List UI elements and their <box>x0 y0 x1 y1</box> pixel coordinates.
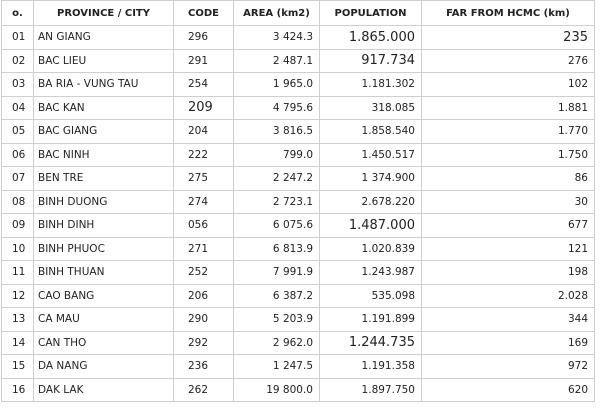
table-row <box>2 96 595 120</box>
cell-population: 1.450.517 <box>320 143 422 167</box>
cell-distance: 1.770 <box>422 120 595 144</box>
header-row <box>2 1 595 26</box>
cell-province: BINH DUONG <box>34 190 174 214</box>
cell-distance: 677 <box>422 214 595 238</box>
table-row <box>2 355 595 379</box>
cell-no: 07 <box>2 167 34 191</box>
cell-area: 2 247.2 <box>234 167 320 191</box>
cell-distance: 121 <box>422 237 595 261</box>
table-row <box>2 284 595 308</box>
cell-area: 3 816.5 <box>234 120 320 144</box>
cell-area: 1 247.5 <box>234 355 320 379</box>
cell-code: 236 <box>174 355 234 379</box>
cell-no: 13 <box>2 308 34 332</box>
cell-province: AN GIANG <box>34 26 174 50</box>
cell-population: 1.191.358 <box>320 355 422 379</box>
cell-population: 1.487.000 <box>320 214 422 238</box>
cell-area: 2 487.1 <box>234 49 320 73</box>
cell-province: DAK LAK <box>34 378 174 402</box>
table-row <box>2 26 595 50</box>
cell-population: 1.020.839 <box>320 237 422 261</box>
cell-area: 4 795.6 <box>234 96 320 120</box>
cell-distance: 169 <box>422 331 595 355</box>
cell-no: 16 <box>2 378 34 402</box>
table-row <box>2 331 595 355</box>
cell-population: 1.858.540 <box>320 120 422 144</box>
cell-area: 6 813.9 <box>234 237 320 261</box>
cell-province: CAO BANG <box>34 284 174 308</box>
cell-code: 254 <box>174 73 234 97</box>
table-row <box>2 73 595 97</box>
cell-code: 209 <box>174 96 234 120</box>
cell-population: 1.897.750 <box>320 378 422 402</box>
cell-province: BINH DINH <box>34 214 174 238</box>
cell-area: 7 991.9 <box>234 261 320 285</box>
cell-code: 206 <box>174 284 234 308</box>
cell-no: 08 <box>2 190 34 214</box>
cell-area: 6 387.2 <box>234 284 320 308</box>
cell-province: CAN THO <box>34 331 174 355</box>
header-area: AREA (km2) <box>234 1 320 26</box>
header-code: CODE <box>174 1 234 26</box>
cell-area: 5 203.9 <box>234 308 320 332</box>
cell-code: 204 <box>174 120 234 144</box>
cell-population: 1 374.900 <box>320 167 422 191</box>
cell-code: 271 <box>174 237 234 261</box>
cell-population: 1.181.302 <box>320 73 422 97</box>
cell-province: DA NANG <box>34 355 174 379</box>
table-row <box>2 214 595 238</box>
cell-no: 15 <box>2 355 34 379</box>
province-table <box>1 0 595 402</box>
cell-province: BINH PHUOC <box>34 237 174 261</box>
cell-code: 222 <box>174 143 234 167</box>
cell-distance: 344 <box>422 308 595 332</box>
cell-no: 09 <box>2 214 34 238</box>
cell-no: 14 <box>2 331 34 355</box>
cell-distance: 620 <box>422 378 595 402</box>
cell-distance: 198 <box>422 261 595 285</box>
table-body <box>2 26 595 402</box>
cell-area: 2 962.0 <box>234 331 320 355</box>
cell-population: 1.865.000 <box>320 26 422 50</box>
cell-code: 291 <box>174 49 234 73</box>
cell-no: 12 <box>2 284 34 308</box>
cell-province: BA RIA - VUNG TAU <box>34 73 174 97</box>
cell-no: 02 <box>2 49 34 73</box>
cell-province: BAC NINH <box>34 143 174 167</box>
table-row <box>2 190 595 214</box>
cell-no: 03 <box>2 73 34 97</box>
cell-province: BAC KAN <box>34 96 174 120</box>
cell-area: 3 424.3 <box>234 26 320 50</box>
cell-area: 6 075.6 <box>234 214 320 238</box>
cell-area: 19 800.0 <box>234 378 320 402</box>
cell-province: BAC LIEU <box>34 49 174 73</box>
cell-area: 2 723.1 <box>234 190 320 214</box>
cell-code: 290 <box>174 308 234 332</box>
cell-distance: 235 <box>422 26 595 50</box>
cell-code: 275 <box>174 167 234 191</box>
cell-area: 799.0 <box>234 143 320 167</box>
cell-distance: 972 <box>422 355 595 379</box>
cell-province: BAC GIANG <box>34 120 174 144</box>
header-distance: FAR FROM HCMC (km) <box>422 1 595 26</box>
header-no: o. <box>2 1 34 26</box>
cell-no: 11 <box>2 261 34 285</box>
table-row <box>2 308 595 332</box>
cell-area: 1 965.0 <box>234 73 320 97</box>
cell-no: 06 <box>2 143 34 167</box>
header-population: POPULATION <box>320 1 422 26</box>
cell-code: 292 <box>174 331 234 355</box>
cell-code: 296 <box>174 26 234 50</box>
cell-distance: 102 <box>422 73 595 97</box>
cell-province: BINH THUAN <box>34 261 174 285</box>
cell-population: 1.244.735 <box>320 331 422 355</box>
cell-province: BEN TRE <box>34 167 174 191</box>
cell-code: 252 <box>174 261 234 285</box>
cell-no: 01 <box>2 26 34 50</box>
cell-population: 535.098 <box>320 284 422 308</box>
cell-distance: 1.881 <box>422 96 595 120</box>
table-row <box>2 120 595 144</box>
cell-code: 274 <box>174 190 234 214</box>
cell-distance: 86 <box>422 167 595 191</box>
cell-population: 917.734 <box>320 49 422 73</box>
cell-population: 318.085 <box>320 96 422 120</box>
header-province: PROVINCE / CITY <box>34 1 174 26</box>
cell-population: 1.243.987 <box>320 261 422 285</box>
cell-distance: 1.750 <box>422 143 595 167</box>
table-row <box>2 261 595 285</box>
table-row <box>2 237 595 261</box>
cell-population: 2.678.220 <box>320 190 422 214</box>
cell-distance: 276 <box>422 49 595 73</box>
cell-no: 04 <box>2 96 34 120</box>
cell-province: CA MAU <box>34 308 174 332</box>
table-row <box>2 167 595 191</box>
table-row <box>2 143 595 167</box>
table-row <box>2 49 595 73</box>
cell-distance: 2.028 <box>422 284 595 308</box>
cell-code: 262 <box>174 378 234 402</box>
cell-no: 05 <box>2 120 34 144</box>
cell-no: 10 <box>2 237 34 261</box>
cell-distance: 30 <box>422 190 595 214</box>
cell-population: 1.191.899 <box>320 308 422 332</box>
table-row <box>2 378 595 402</box>
cell-code: 056 <box>174 214 234 238</box>
